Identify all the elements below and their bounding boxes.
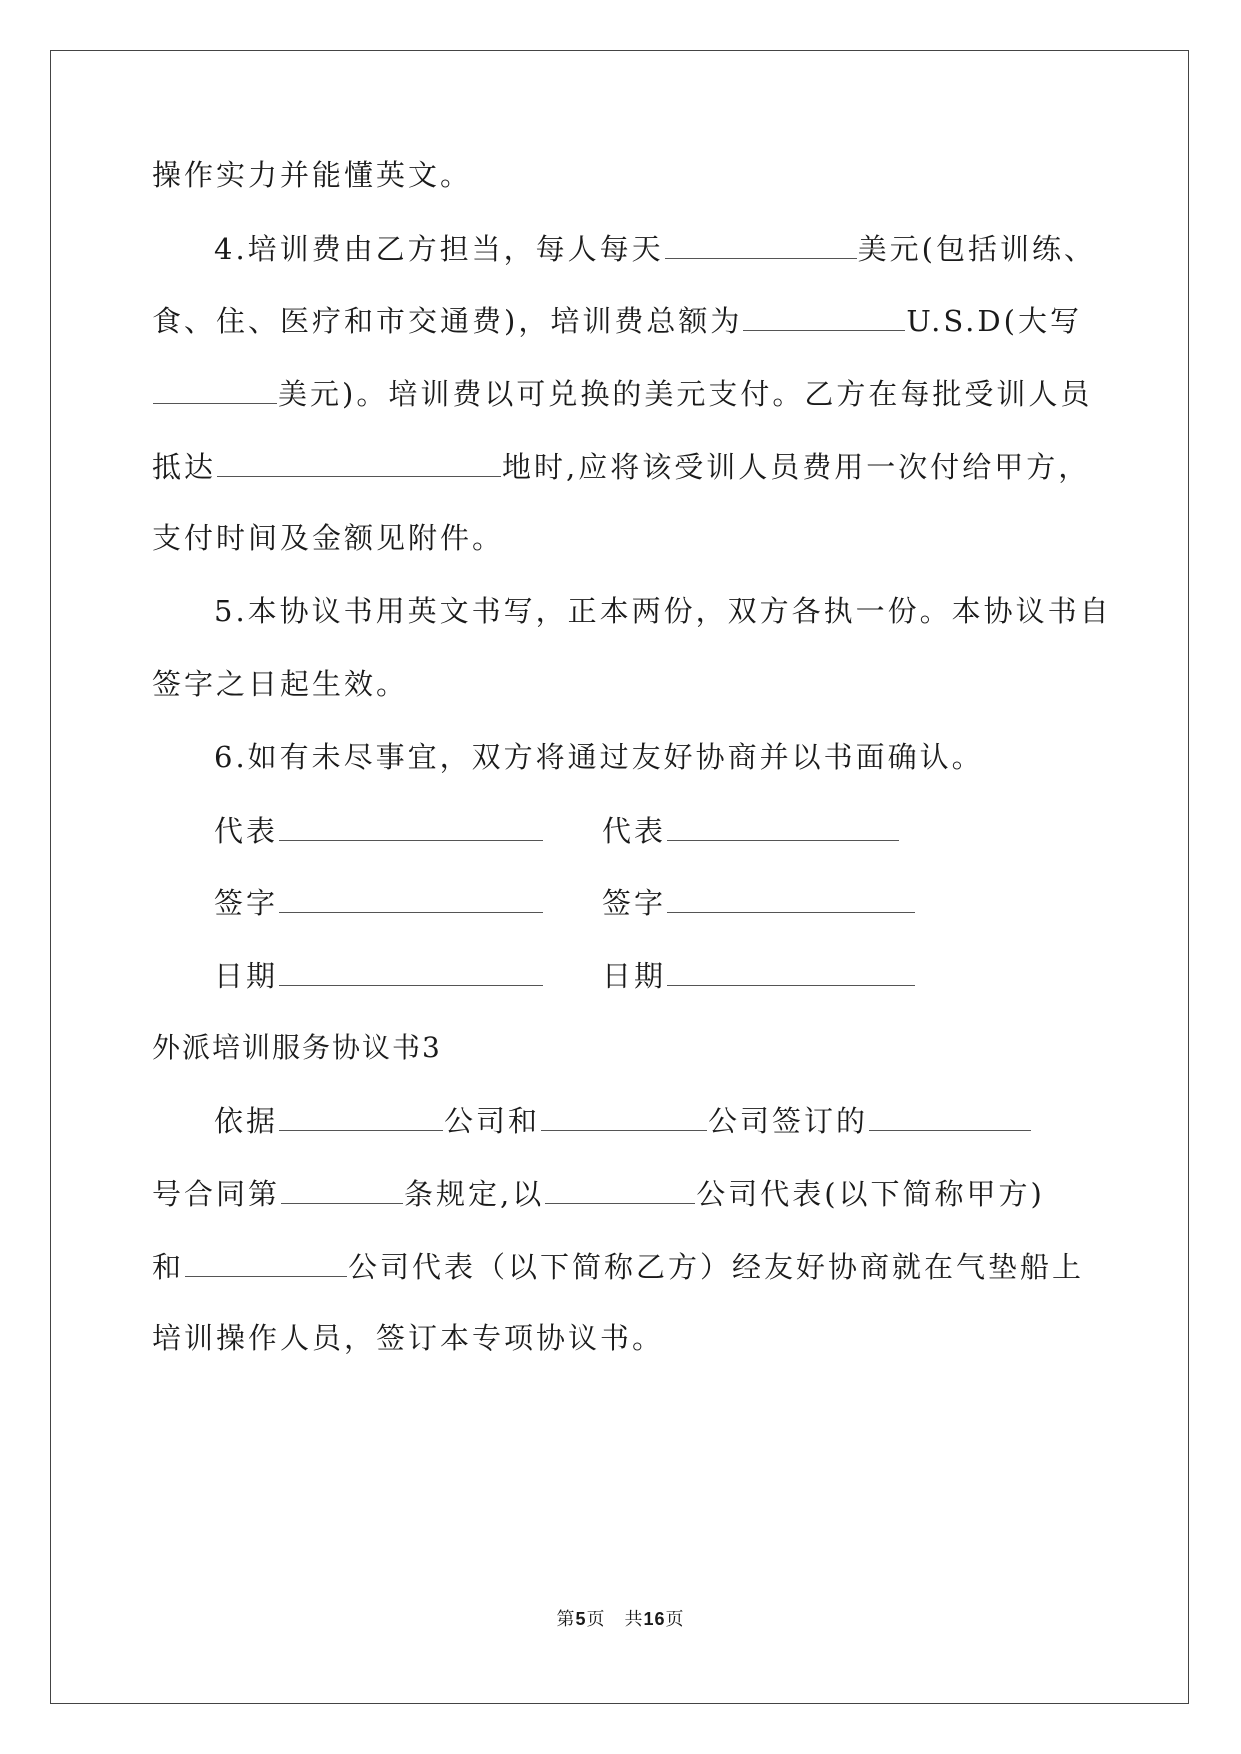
fill-blank [869,1100,1031,1131]
fill-blank [185,1246,347,1277]
text: 5.本协议书用英文书写，正本两份，双方各执一份。本协议书自 [214,594,1112,628]
paragraph-line [152,446,1090,486]
paragraph-line [152,1173,1045,1213]
text: 签字之日起生效。 [152,667,409,701]
paragraph-line [152,1318,664,1358]
sign-label: 签字 [602,886,667,920]
signature-row [602,810,900,850]
fill-blank [279,882,543,913]
rep-label: 代表 [214,814,279,848]
text: 操作实力并能懂英文。 [152,158,473,192]
page-border [50,50,1189,1704]
fill-blank [153,373,277,404]
text: 美元(包括训练、 [857,232,1096,266]
page-number: 5 [575,1609,587,1629]
text: 公司代表（以下简称乙方）经友好协商就在气垫船上 [348,1250,1085,1284]
section-title [152,1028,442,1068]
text: 美元)。培训费以可兑换的美元支付。乙方在每批受训人员 [278,377,1093,411]
footer-text: 页 共 [586,1609,644,1630]
sign-label: 签字 [214,886,279,920]
text: 号合同第 [152,1177,281,1211]
text: 地时,应将该受训人员费用一次付给甲方， [502,450,1091,484]
text: 食、住、医疗和市交通费)，培训费总额为 [152,304,743,338]
text: 条规定,以 [404,1177,545,1211]
fill-blank [667,810,899,841]
fill-blank [281,1173,403,1204]
text: 公司和 [444,1104,541,1138]
paragraph-line [152,155,472,195]
paragraph-line [152,1246,1084,1286]
signature-row [214,810,544,850]
text: 公司代表(以下简称甲方) [696,1177,1045,1211]
fill-blank [667,882,915,913]
text: 抵达 [152,450,217,484]
text: 支付时间及金额见附件。 [152,521,505,555]
text: U.S.D(大写 [906,304,1082,338]
fill-blank [743,300,905,331]
text: 和 [152,1250,185,1284]
page-footer [0,1605,1241,1631]
paragraph-line [214,737,984,777]
paragraph-line [152,664,408,704]
date-label: 日期 [214,959,279,993]
date-label: 日期 [602,959,667,993]
fill-blank [665,228,857,259]
paragraph-line [152,373,1092,413]
fill-blank [217,446,501,477]
paragraph-line [152,300,1082,340]
fill-blank [541,1100,707,1131]
fill-blank [545,1173,695,1204]
signature-row [214,955,544,995]
paragraph-line [214,591,1112,631]
paragraph-line [214,1100,1032,1140]
signature-row [602,882,916,922]
footer-text: 第 [556,1609,576,1630]
signature-row [214,882,544,922]
signature-row [602,955,916,995]
paragraph-line [214,228,1096,268]
paragraph-line [152,518,504,558]
footer-text: 页 [665,1609,685,1630]
rep-label: 代表 [602,814,667,848]
fill-blank [279,1100,443,1131]
text: 公司签订的 [708,1104,869,1138]
text: 依据 [214,1104,279,1138]
fill-blank [279,955,543,986]
text: 培训操作人员，签订本专项协议书。 [152,1321,665,1355]
fill-blank [279,810,543,841]
fill-blank [667,955,915,986]
text: 4.培训费由乙方担当，每人每天 [214,232,664,266]
text: 6.如有未尽事宜，双方将通过友好协商并以书面确认。 [214,740,984,774]
title-text: 外派培训服务协议书3 [152,1031,442,1064]
page-total: 16 [643,1609,666,1629]
